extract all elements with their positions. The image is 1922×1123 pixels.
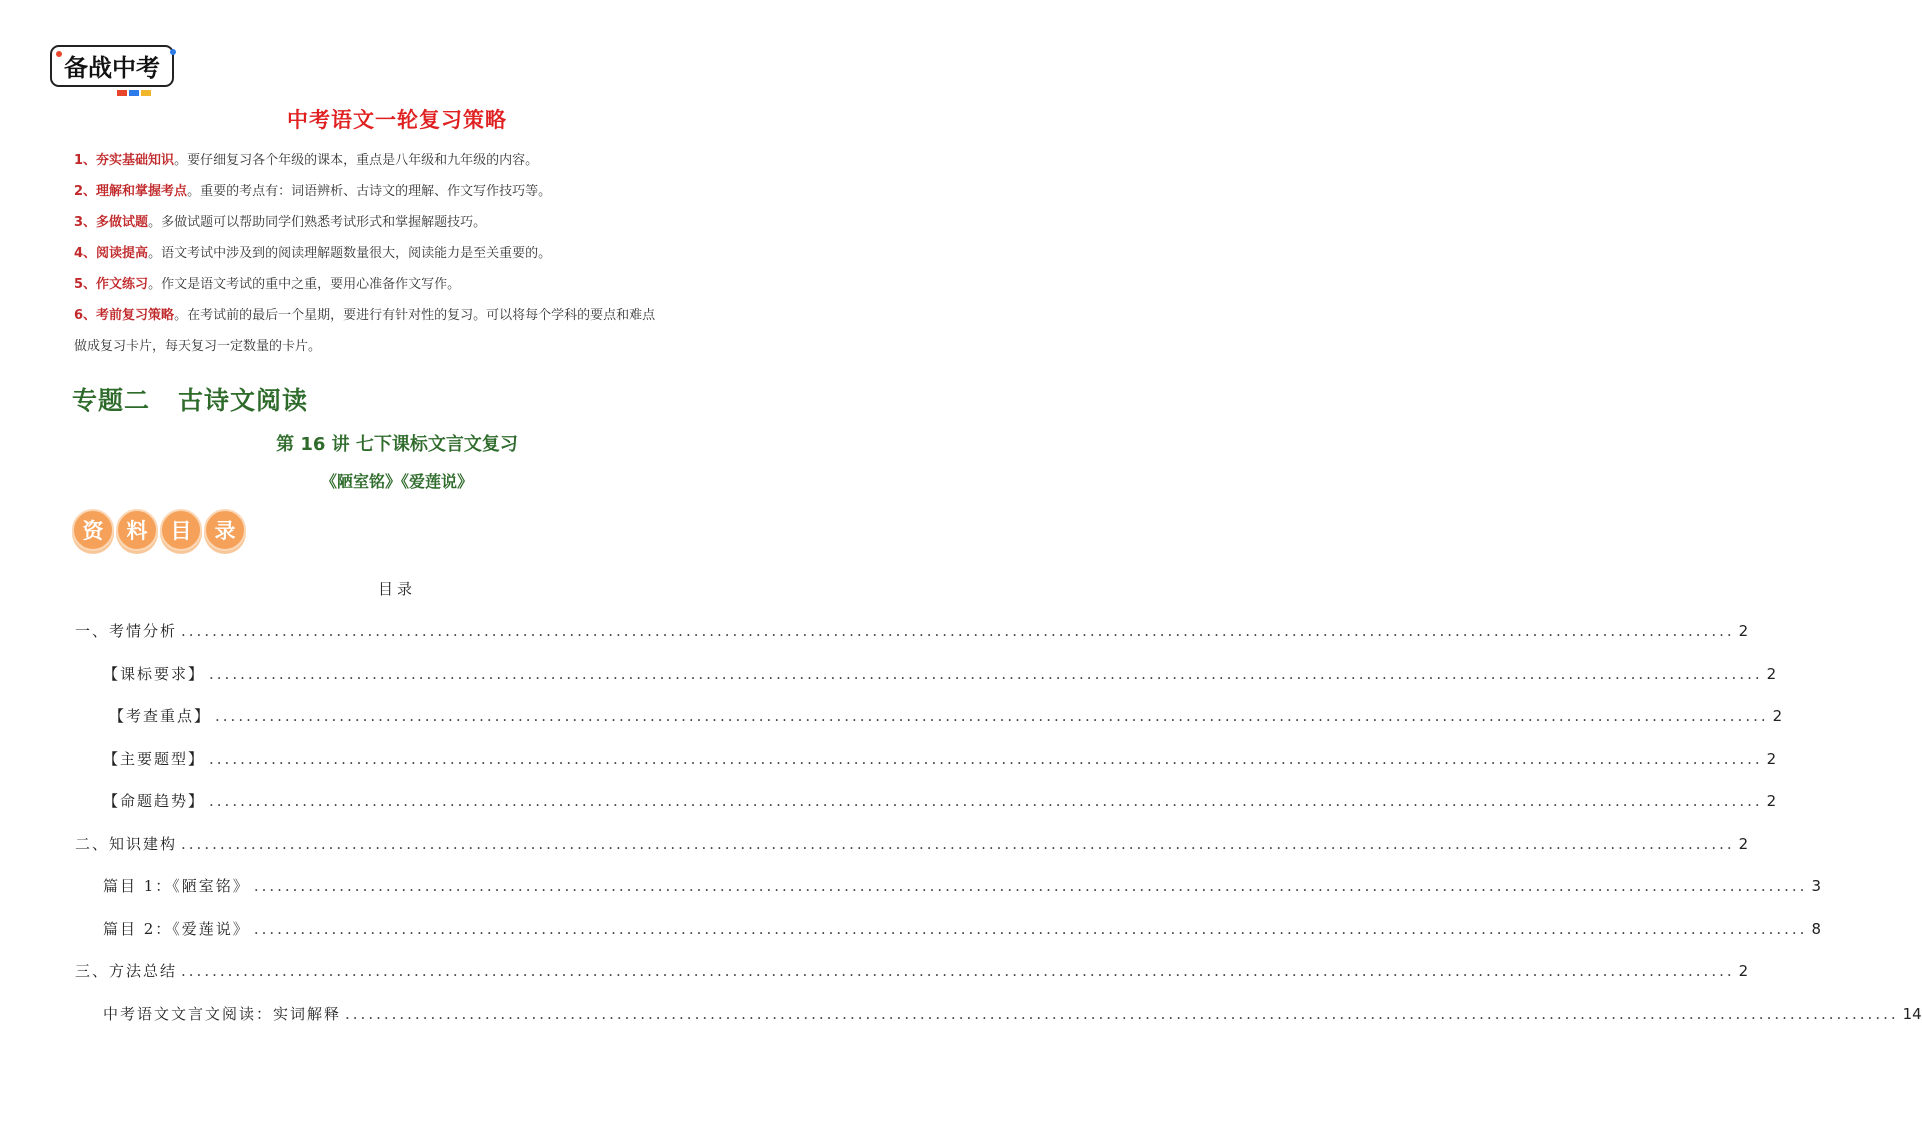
toc-leader: ........................................................................................................................................................................................................	[209, 792, 1763, 810]
logo-text: 备战中考	[64, 54, 160, 82]
toc-entry[interactable]	[75, 999, 1922, 1042]
strategy-item	[74, 238, 734, 269]
toc-entry-page: 2	[1766, 749, 1777, 768]
badge-char: 料	[116, 509, 158, 551]
strategy-number: 5、	[74, 277, 97, 292]
badge-char: 目	[160, 509, 202, 551]
strategy-keyword: 考前复习策略	[96, 308, 175, 323]
strategy-keyword: 多做试题	[96, 215, 149, 230]
strategy-keyword: 作文练习	[96, 277, 149, 292]
badge-char: 录	[204, 509, 246, 551]
toc-entry[interactable]	[75, 914, 1821, 957]
strategy-number: 6、	[74, 308, 97, 323]
strategy-keyword: 夯实基础知识	[96, 153, 175, 168]
strategy-text: 。语文考试中涉及到的阅读理解题数量很大，阅读能力是至关重要的。	[148, 246, 552, 261]
toc-entry[interactable]	[75, 871, 1821, 914]
toc-leader: ........................................................................................................................................................................................................	[253, 919, 1808, 938]
toc-leader: ........................................................................................................................................................................................................	[209, 749, 1763, 768]
strategy-keyword: 理解和掌握考点	[96, 184, 188, 199]
strategy-item	[74, 145, 734, 176]
logo	[45, 40, 185, 102]
toc-leader: ........................................................................................................................................................................................................	[215, 707, 1769, 725]
lecture-subtitle: 《陋室铭》《爱莲说》	[320, 472, 473, 491]
strategy-item	[74, 300, 734, 362]
strategy-number: 2、	[74, 184, 97, 199]
toc-entry-page: 2	[1738, 834, 1749, 853]
logo-graphic	[45, 40, 185, 102]
toc-leader: ........................................................................................................................................................................................................	[181, 834, 1735, 853]
toc-leader: ........................................................................................................................................................................................................	[253, 877, 1808, 895]
toc-entry-page: 2	[1772, 707, 1783, 725]
badge-char: 资	[72, 509, 114, 551]
toc-leader: ........................................................................................................................................................................................................	[181, 962, 1735, 980]
toc-entry-page: 3	[1811, 877, 1821, 895]
toc-entry[interactable]	[75, 829, 1749, 872]
strategy-item	[74, 176, 734, 207]
toc-entry[interactable]	[75, 956, 1749, 999]
toc-leader: ........................................................................................................................................................................................................	[209, 664, 1763, 683]
strategy-keyword: 阅读提高	[96, 246, 149, 261]
toc-entry[interactable]	[75, 701, 1783, 744]
topic-name: 古诗文阅读	[178, 386, 309, 415]
toc-entry-label: 【考查重点】	[109, 707, 212, 725]
toc-entry-label: 一、考情分析	[75, 622, 178, 640]
toc-entry-label: 【命题趋势】	[103, 792, 206, 810]
strategy-item	[74, 269, 734, 300]
main-title: 中考语文一轮复习策略	[287, 108, 507, 132]
strategy-item	[74, 207, 734, 238]
toc-entry[interactable]	[75, 744, 1777, 787]
toc-entry-page: 14	[1902, 1004, 1922, 1023]
topic-number: 专题二	[72, 386, 151, 415]
lecture-title: 第 16 讲 七下课标文言文复习	[276, 434, 518, 455]
strategy-number: 1、	[74, 153, 97, 168]
toc-entry-label: 【主要题型】	[103, 749, 206, 768]
strategy-text: 。多做试题可以帮助同学们熟悉考试形式和掌握解题技巧。	[148, 215, 487, 230]
toc-entry-label: 二、知识建构	[75, 834, 178, 853]
strategy-number: 3、	[74, 215, 97, 230]
topic-heading	[72, 381, 308, 417]
toc-entry-label: 中考语文文言文阅读：实词解释	[103, 1004, 342, 1023]
toc-entry[interactable]	[75, 616, 1749, 659]
materials-contents-badge	[72, 509, 246, 553]
strategy-text: 。重要的考点有：词语辨析、古诗文的理解、作文写作技巧等。	[187, 184, 552, 199]
toc-entry-page: 8	[1811, 919, 1821, 938]
toc-entry-page: 2	[1738, 962, 1749, 980]
strategy-text-continued: 做成复习卡片，每天复习一定数量的卡片。	[74, 339, 322, 354]
strategy-list	[74, 145, 734, 362]
toc-entry-label: 篇目 1：《陋室铭》	[103, 877, 250, 895]
toc-title: 目录	[377, 580, 416, 598]
table-of-contents	[75, 616, 1922, 1041]
toc-entry-page: 2	[1738, 622, 1749, 640]
toc-entry-page: 2	[1766, 664, 1777, 683]
toc-entry-label: 三、方法总结	[75, 962, 178, 980]
toc-entry-label: 篇目 2：《爱莲说》	[103, 919, 250, 938]
toc-entry[interactable]	[75, 786, 1777, 829]
strategy-number: 4、	[74, 246, 97, 261]
strategy-text: 。作文是语文考试的重中之重，要用心准备作文写作。	[148, 277, 461, 292]
toc-leader: ........................................................................................................................................................................................................	[345, 1004, 1899, 1023]
toc-entry-label: 【课标要求】	[103, 664, 206, 683]
toc-entry[interactable]	[75, 659, 1777, 702]
strategy-text: 。要仔细复习各个年级的课本，重点是八年级和九年级的内容。	[174, 153, 539, 168]
strategy-text: 。在考试前的最后一个星期，要进行有针对性的复习。可以将每个学科的要点和难点	[174, 308, 656, 323]
toc-leader: ........................................................................................................................................................................................................	[181, 622, 1735, 640]
toc-entry-page: 2	[1766, 792, 1777, 810]
